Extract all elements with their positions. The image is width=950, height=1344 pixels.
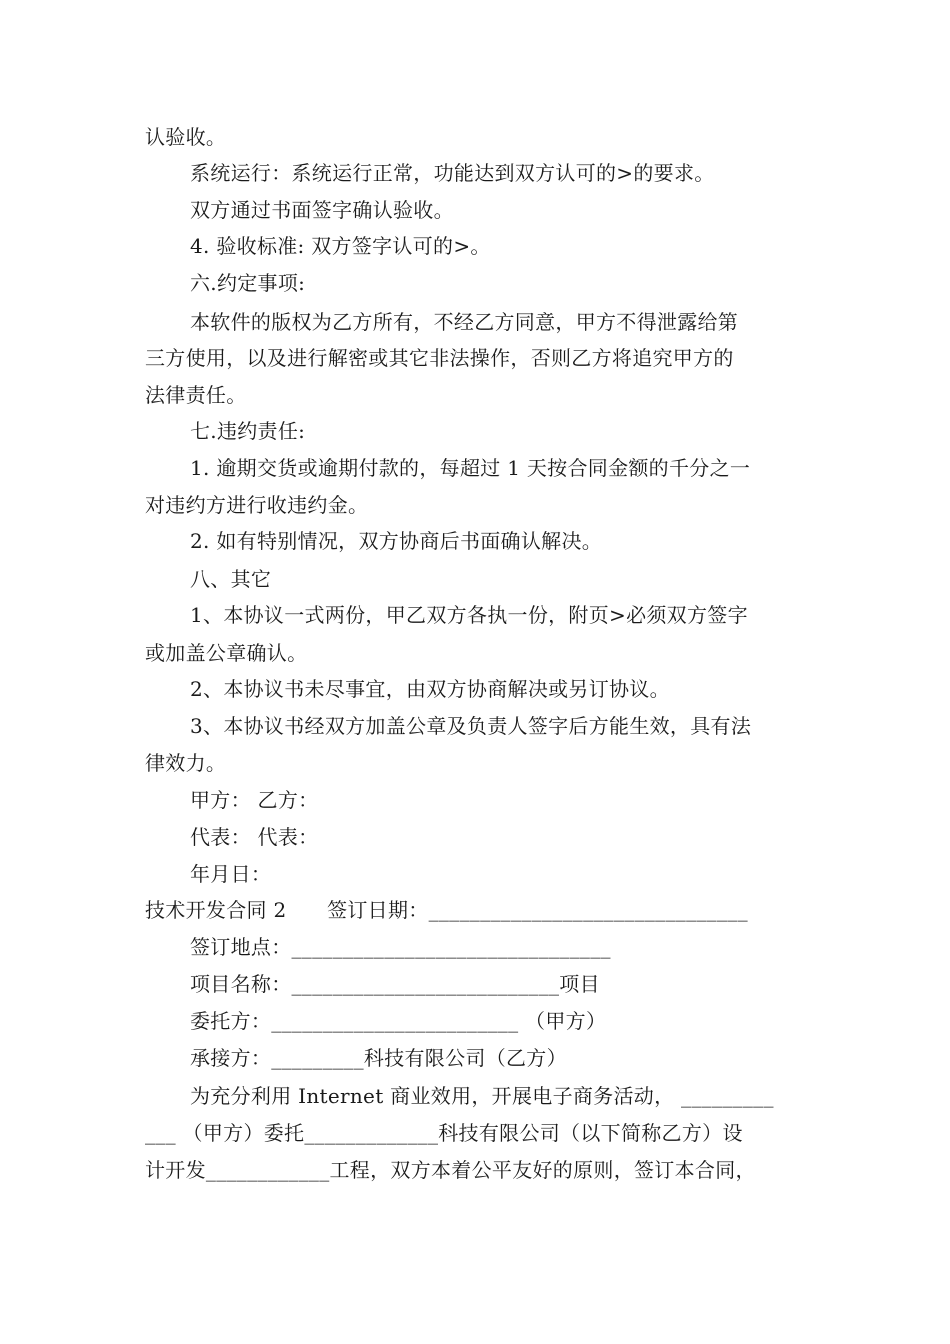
text-line: 1、本协议一式两份，甲乙双方各执一份，附页>必须双方签字 xyxy=(190,603,748,627)
text-line: 律效力。 xyxy=(145,751,227,775)
text-line: ___ （甲方）委托_____________科技有限公司（以下简称乙方）设 xyxy=(145,1121,743,1145)
signature-date-line: 年月日： xyxy=(190,862,272,886)
text-line: 为充分利用 Internet 商业效用，开展电子商务活动， _________ xyxy=(190,1084,774,1108)
contract-title-line: 技术开发合同 2 签订日期：_______________________________ xyxy=(145,898,748,922)
text-line: 认验收。 xyxy=(145,125,227,149)
text-line: 2、本协议书未尽事宜，由双方协商解决或另订协议。 xyxy=(190,677,670,701)
section-heading: 六.约定事项: xyxy=(190,271,306,295)
signature-party-line: 甲方： 乙方： xyxy=(190,788,319,812)
text-line: 三方使用，以及进行解密或其它非法操作，否则乙方将追究甲方的 xyxy=(145,346,734,370)
signature-representative-line: 代表： 代表： xyxy=(190,825,319,849)
text-line: 计开发____________工程，双方本着公平友好的原则，签订本合同， xyxy=(145,1158,756,1182)
text-line: 委托方：________________________ （甲方） xyxy=(190,1009,607,1033)
text-line: 双方通过书面签字确认验收。 xyxy=(190,198,454,222)
text-line: 4. 验收标准: 双方签字认可的>。 xyxy=(190,234,491,258)
text-line: 承接方：_________科技有限公司（乙方） xyxy=(190,1046,567,1070)
section-heading: 七.违约责任: xyxy=(190,419,306,443)
text-line: 本软件的版权为乙方所有，不经乙方同意，甲方不得泄露给第 xyxy=(190,310,739,334)
text-line: 或加盖公章确认。 xyxy=(145,641,308,665)
text-line: 系统运行：系统运行正常，功能达到双方认可的>的要求。 xyxy=(190,161,715,185)
text-line: 签订地点：_______________________________ xyxy=(190,935,611,959)
text-line: 3、本协议书经双方加盖公章及负责人签字后方能生效，具有法 xyxy=(190,714,752,738)
text-line: 项目名称：__________________________项目 xyxy=(190,972,600,996)
text-line: 对违约方进行收违约金。 xyxy=(145,493,369,517)
text-line: 法律责任。 xyxy=(145,383,247,407)
text-line: 2. 如有特别情况，双方协商后书面确认解决。 xyxy=(190,529,603,553)
section-heading: 八、其它 xyxy=(190,567,272,591)
text-line: 1. 逾期交货或逾期付款的，每超过 1 天按合同金额的千分之一 xyxy=(190,456,751,480)
